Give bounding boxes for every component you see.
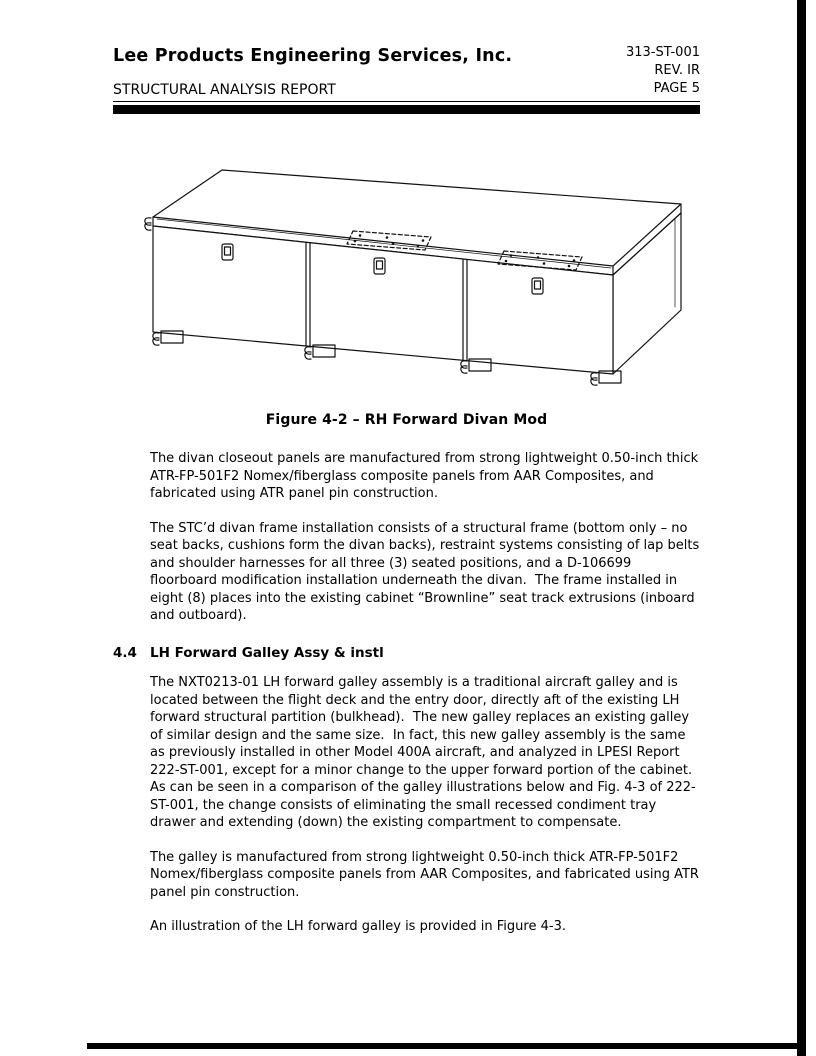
revision-label: REV. IR: [654, 63, 700, 78]
section-heading-4-4: [113, 645, 700, 663]
header-bar: [113, 105, 700, 114]
figure-4-2: [113, 160, 700, 428]
page-number: PAGE 5: [653, 81, 700, 96]
paragraph-divan-frame: The STC’d divan frame installation consists of a structural frame (bottom only – no seat backs, cushions form the divan backs), restraint systems consisting of lap belts and shoulder harnesses for all three (3) seated positions, and a D-106699 floorboard modification installation underneath the divan. The frame installed in eight (8) places into the existing cabinet “Brownline” seat track extrusions (inboard and outboard).: [150, 520, 704, 623]
paragraph-divan-panels: The divan closeout panels are manufactured from strong lightweight 0.50-inch thick ATR-FP-501F2 Nomex/fiberglass composite panels from AAR Composites, and fabricated using ATR panel pin construction.: [150, 451, 703, 501]
report-header: [113, 44, 700, 114]
figure-caption: Figure 4-2 – RH Forward Divan Mod: [265, 412, 548, 428]
company-name: Lee Products Engineering Services, Inc.: [113, 46, 513, 66]
section-number: 4.4: [113, 644, 137, 661]
report-title: STRUCTURAL ANALYSIS REPORT: [113, 82, 336, 98]
scan-edge-right: [797, 0, 806, 1056]
divan-illustration: [123, 160, 691, 400]
paragraph-galley-assembly: The NXT0213-01 LH forward galley assembly is a traditional aircraft galley and is located between the flight deck and the entry door, directly aft of the existing LH forward structural partition (bulkhead). The new galley replaces an existing galley of similar design and the same size. In fact, this new galley assembly is the same as previously installed in other Model 400A aircraft, and analyzed in LPESI Report 222-ST-001, except for a minor change to the upper forward portion of the cabinet. As can be seen in a comparison of the galley illustrations below and Fig. 4-3 of 222-ST-001, the change consists of eliminating the small recessed condiment tray drawer and extending (down) the existing compartment to compensate.: [150, 675, 701, 830]
body-text: [113, 450, 704, 936]
scan-edge-bottom: [87, 1043, 797, 1049]
document-number: 313-ST-001: [625, 45, 700, 60]
paragraph-galley-materials: The galley is manufactured from strong lightweight 0.50-inch thick ATR-FP-501F2 Nomex/fiberglass composite panels from AAR Composites, and fabricated using ATR panel pin construction.: [150, 849, 704, 900]
paragraph-galley-illustration: An illustration of the LH forward galley is provided in Figure 4-3.: [150, 919, 566, 934]
header-rule: [113, 101, 700, 102]
section-title: LH Forward Galley Assy & instl: [150, 644, 384, 661]
page-content: [113, 44, 704, 953]
